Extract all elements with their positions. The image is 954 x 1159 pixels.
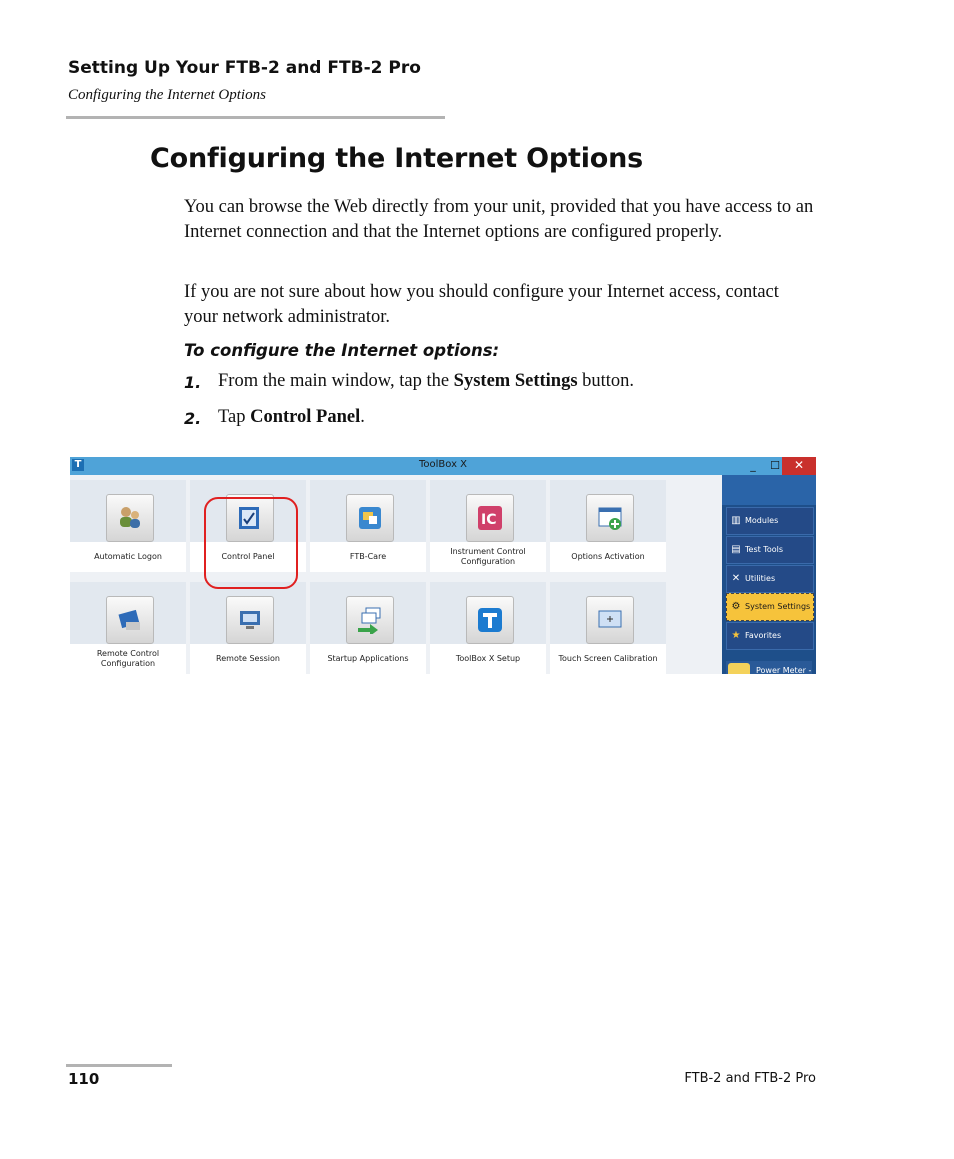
- header-rule: [66, 116, 445, 119]
- window-title: ToolBox X: [418, 459, 468, 470]
- toolbox-setup-icon: [466, 596, 514, 644]
- sidebar-app-power-meter[interactable]: Power Meter -: [726, 661, 812, 674]
- options-activation-icon: [586, 494, 634, 542]
- power-meter-icon: [728, 663, 750, 674]
- tile-label: ToolBox X Setup: [430, 644, 546, 674]
- remote-session-icon: [226, 596, 274, 644]
- step-number: 1.: [184, 373, 202, 392]
- running-header-subtitle: Configuring the Internet Options: [68, 87, 266, 103]
- intro-paragraph: You can browse the Web directly from your unit, provided that you have access to an Internet connection and that the Internet options are configured properly.: [184, 197, 814, 242]
- procedure-title: To configure the Internet options:: [184, 341, 500, 360]
- sidebar-item-modules[interactable]: ▥ Modules: [726, 507, 814, 535]
- minimize-button[interactable]: _: [750, 459, 756, 472]
- tile-label: Touch Screen Calibration: [550, 644, 666, 674]
- window-title-bar: [70, 457, 816, 475]
- footer-product: FTB-2 and FTB-2 Pro: [684, 1071, 816, 1086]
- toolbox-sidebar: [722, 475, 816, 674]
- tile-label: Automatic Logon: [70, 542, 186, 572]
- svg-text:IC: IC: [481, 512, 497, 528]
- toolbox-screenshot: [70, 457, 816, 674]
- remote-control-icon: [106, 596, 154, 644]
- sidebar-item-favorites[interactable]: ★ Favorites: [726, 622, 814, 650]
- tile-touch-calibration[interactable]: [550, 582, 666, 674]
- tile-label: Control Panel: [190, 542, 306, 572]
- gear-icon: ⚙: [731, 601, 741, 612]
- control-panel-highlight: [204, 497, 298, 589]
- modules-icon: ▥: [731, 515, 741, 526]
- toolbox-logo-icon: T: [72, 459, 84, 471]
- tile-label: Instrument Control Configuration: [430, 542, 546, 572]
- tile-startup-applications[interactable]: [310, 582, 426, 674]
- note-paragraph: If you are not sure about how you should configure your Internet access, contact your network administrator.: [184, 282, 779, 327]
- running-header-title: Setting Up Your FTB-2 and FTB-2 Pro: [68, 58, 421, 78]
- ui-term: Control Panel: [250, 407, 361, 427]
- tile-label: Remote Control Configuration: [70, 644, 186, 674]
- tile-remote-control[interactable]: [70, 582, 186, 674]
- tile-instrument-control[interactable]: [430, 480, 546, 572]
- page-number: 110: [68, 1070, 100, 1088]
- startup-applications-icon: [346, 596, 394, 644]
- tile-options-activation[interactable]: [550, 480, 666, 572]
- tile-remote-session[interactable]: [190, 582, 306, 674]
- tile-label: FTB-Care: [310, 542, 426, 572]
- sidebar-item-system-settings[interactable]: ⚙ System Settings: [726, 593, 814, 621]
- tile-ftb-care[interactable]: [310, 480, 426, 572]
- ftb-care-icon: [346, 494, 394, 542]
- tile-label: Remote Session: [190, 644, 306, 674]
- ui-term: System Settings: [453, 371, 578, 391]
- tile-automatic-logon[interactable]: [70, 480, 186, 572]
- instrument-control-icon: [466, 494, 514, 542]
- sidebar-item-utilities[interactable]: ✕ Utilities: [726, 565, 814, 593]
- sidebar-item-test-tools[interactable]: ▤ Test Tools: [726, 536, 814, 564]
- users-icon: [106, 494, 154, 542]
- test-tools-icon: ▤: [731, 544, 741, 555]
- settings-grid: [70, 475, 722, 674]
- sidebar-header: [722, 475, 816, 505]
- tile-toolbox-setup[interactable]: [430, 582, 546, 674]
- step-text: Tap Control Panel.: [218, 407, 365, 427]
- close-button[interactable]: ✕: [782, 457, 816, 475]
- tile-label: Startup Applications: [310, 644, 426, 674]
- step-text: From the main window, tap the System Settings button.: [218, 371, 635, 391]
- step-number: 2.: [184, 409, 202, 428]
- footer-rule: [66, 1064, 172, 1067]
- section-heading: Configuring the Internet Options: [150, 143, 644, 174]
- maximize-button[interactable]: ☐: [770, 459, 780, 472]
- tile-label: Options Activation: [550, 542, 666, 572]
- star-icon: ★: [731, 630, 741, 641]
- utilities-icon: ✕: [731, 573, 741, 584]
- touch-calibration-icon: [586, 596, 634, 644]
